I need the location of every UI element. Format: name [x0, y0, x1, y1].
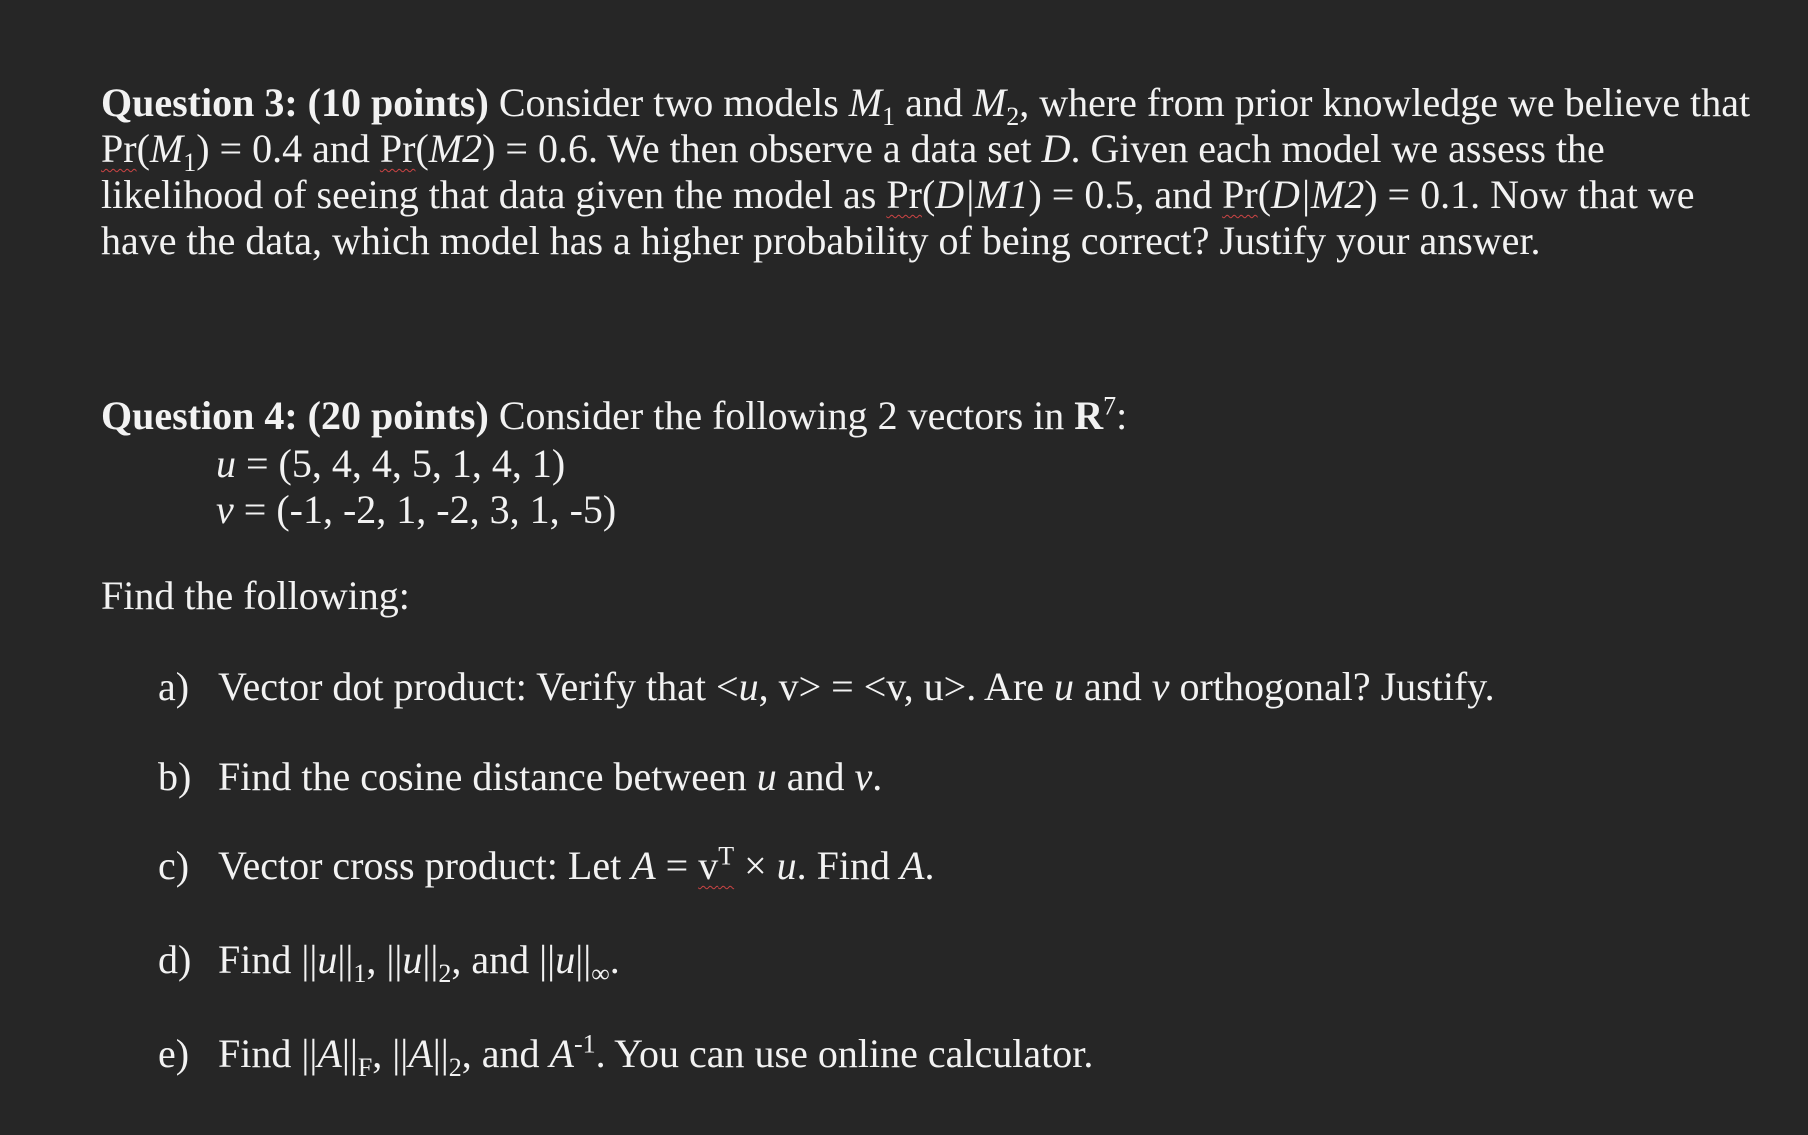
q3-text: Consider two models	[488, 80, 849, 125]
item-sub: ∞	[591, 959, 610, 988]
item-sub: 2	[448, 1053, 462, 1082]
item-var: u	[402, 937, 423, 982]
q3-text: ) = 0.1. Now that we have the data, which model has a higher probability of being correct? Justify your answer.	[101, 172, 1695, 263]
q3-pr: Pr	[379, 126, 416, 171]
find-heading: Find the following:	[101, 573, 410, 618]
item-var: v	[698, 843, 719, 888]
item-var: u	[756, 754, 777, 799]
q3-var: M	[848, 80, 883, 125]
question-3-heading: Question 3: (10 points)	[101, 80, 489, 125]
item-text: .	[924, 843, 935, 888]
item-var: u	[317, 937, 338, 982]
item-text: ||	[432, 1031, 449, 1076]
item-sup: T	[718, 841, 735, 871]
list-marker: d)	[158, 937, 192, 982]
q3-text: ) = 0.5, and	[1028, 172, 1223, 217]
item-text: , and ||	[451, 937, 556, 982]
item-sub: F	[357, 1053, 373, 1082]
list-item-b	[158, 754, 882, 800]
vector-v	[216, 487, 616, 533]
item-text: Vector cross product: Let	[218, 843, 632, 888]
q3-text: (	[136, 126, 150, 171]
item-text: , v> = <v, u>. Are	[758, 664, 1054, 709]
item-var: A	[408, 1031, 433, 1076]
item-text: =	[655, 843, 699, 888]
list-item-c	[158, 843, 934, 889]
item-vt	[698, 843, 734, 888]
item-text: ||	[422, 937, 439, 982]
item-text: .	[609, 937, 620, 982]
item-var: A	[631, 843, 656, 888]
item-text: .	[872, 754, 883, 799]
vector-u-var: u	[216, 441, 236, 486]
item-var: u	[1053, 664, 1074, 709]
item-sup: -1	[573, 1029, 596, 1059]
q3-pr: Pr	[1222, 172, 1258, 217]
list-marker: c)	[158, 843, 190, 888]
item-text: ||	[341, 1031, 358, 1076]
item-var: u	[738, 664, 759, 709]
list-item-d	[158, 937, 620, 988]
item-text: , ||	[372, 1031, 409, 1076]
vector-u-value: = (5, 4, 4, 5, 1, 4, 1)	[236, 441, 566, 486]
item-text: Find ||	[218, 937, 318, 982]
q3-text: , where from prior knowledge we believe that	[1019, 80, 1751, 125]
q3-text: . Given each model we assess the likelihood of seeing that data given the model as	[101, 126, 1605, 217]
q4-sup: 7	[1103, 391, 1117, 421]
item-var: A	[317, 1031, 342, 1076]
item-var: u	[776, 843, 797, 888]
q3-var: M	[972, 80, 1007, 125]
list-marker: a)	[158, 664, 190, 709]
q3-text: ) = 0.6. We then observe a data set	[482, 126, 1042, 171]
item-text: . You can use online calculator.	[595, 1031, 1094, 1076]
q3-sub: 2	[1006, 102, 1020, 131]
vector-v-value: = (-1, -2, 1, -2, 3, 1, -5)	[233, 487, 617, 532]
vector-u	[216, 441, 565, 487]
q3-text: (	[415, 126, 429, 171]
item-var: A	[900, 843, 925, 888]
list-item-a	[158, 664, 1495, 710]
q3-var: M	[149, 126, 184, 171]
item-text: ×	[734, 843, 777, 888]
question-3	[101, 80, 1761, 264]
vector-v-var: v	[216, 487, 234, 532]
item-text: Find the cosine distance between	[218, 754, 757, 799]
q3-text: and	[895, 80, 973, 125]
item-text: Vector dot product: Verify that <	[218, 664, 739, 709]
q4-space: R	[1074, 393, 1104, 438]
item-var: v	[1151, 664, 1170, 709]
q3-var: M2	[428, 126, 483, 171]
q3-text: (	[921, 172, 936, 217]
item-text: and	[776, 754, 855, 799]
item-text: ||	[337, 937, 354, 982]
q3-text: (	[1257, 172, 1272, 217]
item-sub: 1	[353, 959, 367, 988]
item-var: v	[854, 754, 873, 799]
q3-var: D|M1	[935, 172, 1029, 217]
item-text: . Find	[796, 843, 901, 888]
list-marker: e)	[158, 1031, 190, 1076]
q3-pr: Pr	[886, 172, 922, 217]
list-item-e	[158, 1029, 1094, 1082]
q4-text: Consider the following 2 vectors in	[488, 393, 1075, 438]
item-text: , ||	[366, 937, 403, 982]
q3-text: ) = 0.4 and	[196, 126, 380, 171]
q4-text: :	[1116, 393, 1128, 438]
item-var: u	[555, 937, 576, 982]
question-4-heading: Question 4: (20 points)	[101, 393, 489, 438]
q3-var: D	[1041, 126, 1071, 171]
q3-var: D|M2	[1271, 172, 1365, 217]
item-text: ||	[575, 937, 592, 982]
question-4	[101, 393, 1761, 439]
item-text: orthogonal? Justify.	[1169, 664, 1495, 709]
item-text: and	[1073, 664, 1152, 709]
q3-sub: 1	[183, 148, 197, 177]
q3-pr: Pr	[101, 126, 137, 171]
item-sub: 2	[438, 959, 452, 988]
list-marker: b)	[158, 754, 192, 799]
item-var: A	[549, 1031, 574, 1076]
item-text: , and	[461, 1031, 550, 1076]
q3-sub: 1	[882, 102, 896, 131]
item-text: Find ||	[218, 1031, 318, 1076]
